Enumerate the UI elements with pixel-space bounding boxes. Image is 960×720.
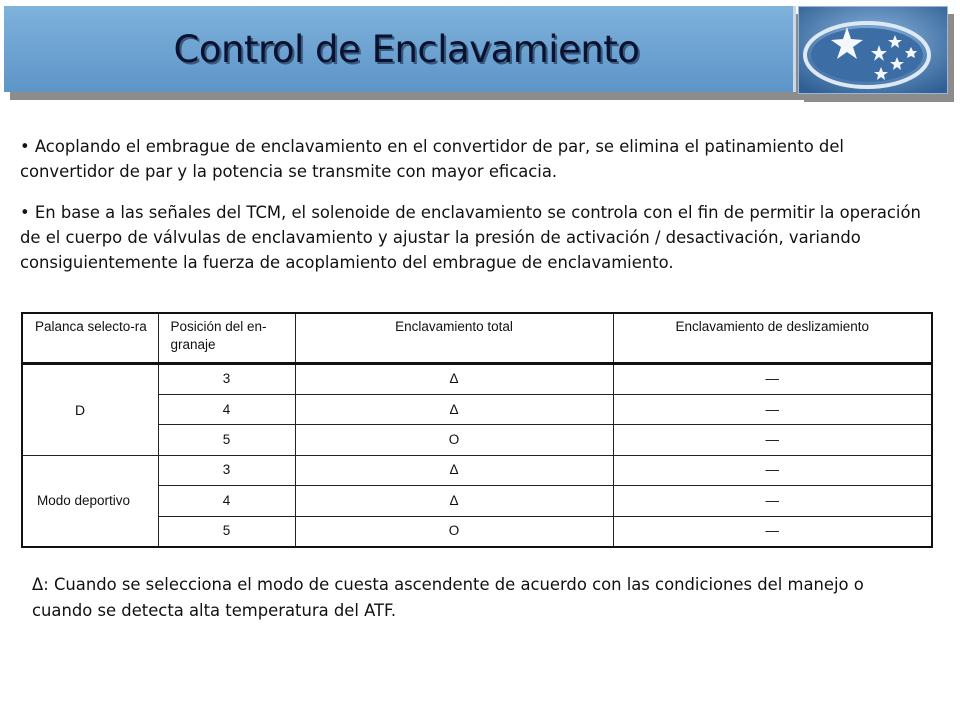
title-bar xyxy=(4,6,796,92)
total-cell: O xyxy=(295,516,613,547)
total-cell: Δ xyxy=(295,394,613,424)
table-row xyxy=(22,455,932,485)
table-row xyxy=(22,425,932,455)
table-row xyxy=(22,486,932,516)
table-row xyxy=(22,363,932,394)
lever-cell-d: D xyxy=(22,363,158,455)
lockup-table xyxy=(21,312,933,548)
bullet-tcm-control: • En base a las señales del TCM, el solenoide de enclavamiento se controla con el fin de permitir la operación de el cuerpo de válvulas de enclavamiento y ajustar la presión de activación / desactivación, variando consiguientemente la fuerza de acoplamiento del embrague de enclavamiento. xyxy=(20,203,921,272)
logo-box xyxy=(798,6,948,94)
gear-cell: 3 xyxy=(158,455,295,485)
header-slip-lockup: Enclavamiento de deslizamiento xyxy=(613,313,932,363)
table-row xyxy=(22,394,932,424)
lever-cell-sport: Modo deportivo xyxy=(22,455,158,547)
subaru-star-logo-icon xyxy=(799,7,948,94)
total-cell: Δ xyxy=(295,455,613,485)
total-cell: Δ xyxy=(295,486,613,516)
gear-cell: 4 xyxy=(158,394,295,424)
gear-cell: 5 xyxy=(158,516,295,547)
total-cell: Δ xyxy=(295,363,613,394)
slip-cell: — xyxy=(613,486,932,516)
bullet-lockup-efficiency: • Acoplando el embrague de enclavamiento en el convertidor de par, se elimina el patinamiento del convertidor de par y la potencia se transmite con mayor eficacia. xyxy=(20,137,844,181)
slip-cell: — xyxy=(613,425,932,455)
table-row xyxy=(22,516,932,547)
slip-cell: — xyxy=(613,455,932,485)
header-total-lockup: Enclavamiento total xyxy=(295,313,613,363)
table-header-row xyxy=(22,313,932,363)
page-title: Control de Enclavamiento xyxy=(173,28,640,71)
slip-cell: — xyxy=(613,363,932,394)
header-gear-position: Posición del en-granaje xyxy=(158,313,295,363)
total-cell: O xyxy=(295,425,613,455)
gear-cell: 3 xyxy=(158,363,295,394)
table-footnote: Δ: Cuando se selecciona el modo de cuesta ascendente de acuerdo con las condiciones del manejo o cuando se detecta alta temperatura del ATF. xyxy=(32,575,864,620)
header-selector-lever: Palanca selecto-ra xyxy=(22,313,158,363)
slip-cell: — xyxy=(613,394,932,424)
slip-cell: — xyxy=(613,516,932,547)
gear-cell: 5 xyxy=(158,425,295,455)
gear-cell: 4 xyxy=(158,486,295,516)
